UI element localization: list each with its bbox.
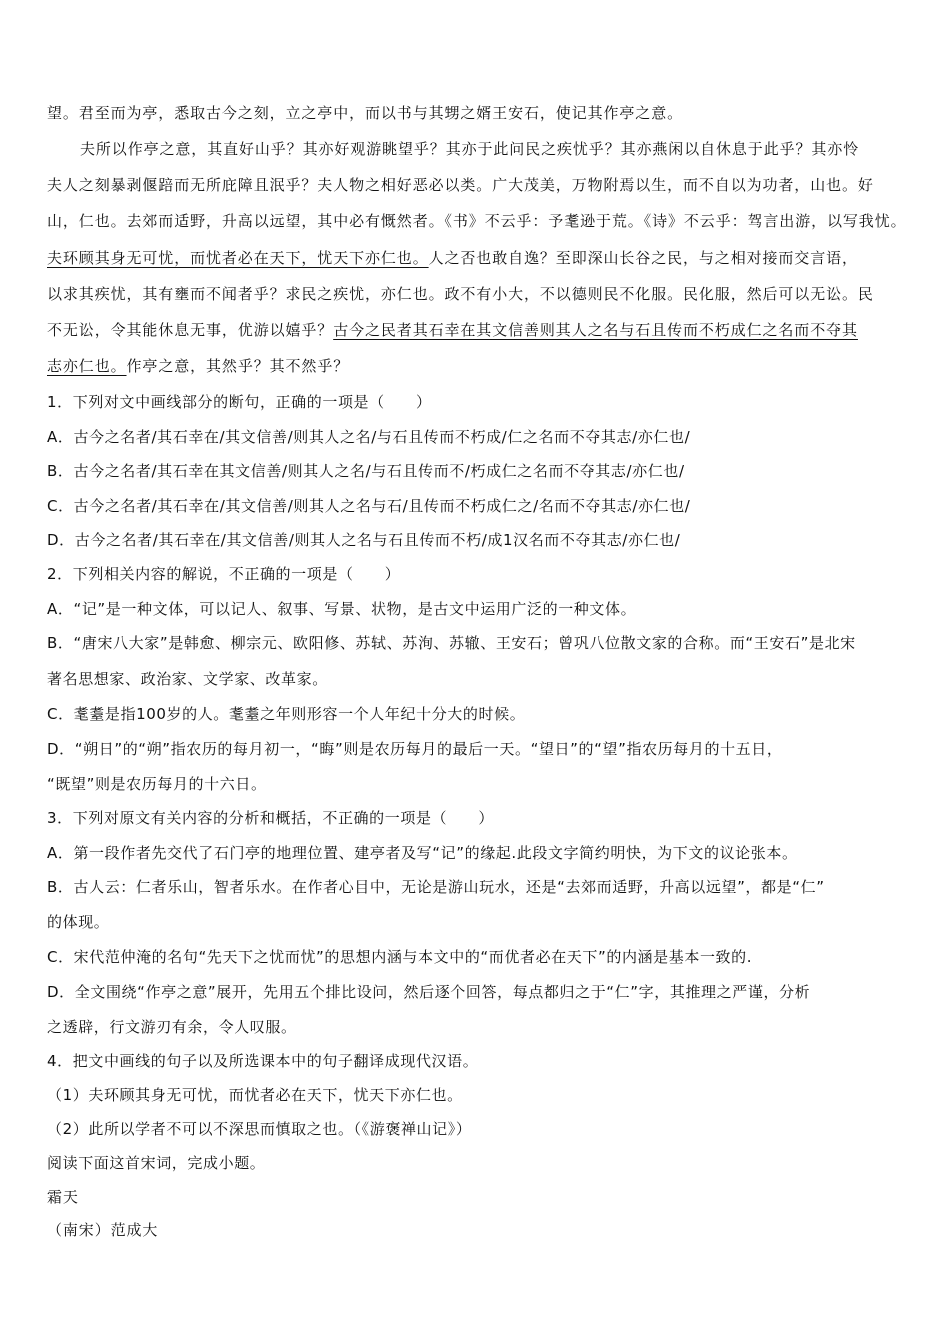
- passage-text: 人之否也敢自逸？至即深山长谷之民，与之相对接而交言语，: [428, 249, 858, 267]
- passage-line: [47, 356, 349, 376]
- poem-intro: 阅读下面这首宋词，完成小题。: [47, 1154, 266, 1172]
- question-2-option-d-cont: “既望”则是农历每月的十六日。: [47, 775, 267, 793]
- passage-line: 望。君至而为亭，悉取古今之刻，立之亭中，而以书与其甥之婿王安石，使记其作亭之意。: [47, 104, 684, 122]
- question-4-sentence-1: （1）夫环顾其身无可忧，而忧者必在天下，忧天下亦仁也。: [47, 1086, 463, 1104]
- passage-line: 夫人之刻暴剥偃踣而无所庇障且泯乎？夫人物之相好恶必以类。广大茂美，万物附焉以生，而不自以为功者，山也。好: [47, 176, 874, 194]
- question-3-option-b: B．古人云：仁者乐山，智者乐水。在作者心目中，无论是游山玩水，还是“去郊而适野，升高以远望”，都是“仁”: [47, 878, 825, 896]
- passage-line: [47, 248, 858, 268]
- passage-text: 不无讼，令其能休息无事，优游以嬉乎？: [47, 321, 334, 339]
- question-3-option-d: D．全文围绕“作亭之意”展开，先用五个排比设问，然后逐个回答，每点都归之于“仁”字，其推理之严谨，分析: [47, 983, 811, 1001]
- question-2-option-d: D．“朔日”的“朔”指农历的每月初一，“晦”则是农历每月的最后一天。“望日”的“望”指农历每月的十五日，: [47, 740, 783, 758]
- question-4-sentence-2: （2）此所以学者不可以不深思而慎取之也。（《游褒禅山记》）: [47, 1120, 472, 1138]
- question-2-option-b-cont: 著名思想家、政治家、文学家、改革家。: [47, 670, 328, 688]
- question-1-option-a: A．古今之名者/其石幸在/其文信善/则其人之名/与石且传而不朽成/仁之名而不夺其志/亦仁也/: [47, 428, 691, 446]
- passage-text: 作亭之意，其然乎？其不然乎？: [126, 357, 350, 375]
- question-2-option-b: B．“唐宋八大家”是韩愈、柳宗元、欧阳修、苏轼、苏洵、苏辙、王安石；曾巩八位散文家的合称。而“王安石”是北宋: [47, 634, 856, 652]
- passage-line: 夫所以作亭之意，其直好山乎？其亦好观游眺望乎？其亦于此问民之疾忧乎？其亦燕闲以自休息于此乎？其亦怜: [80, 140, 860, 158]
- question-1-option-c: C．古今之名者/其石幸在/其文信善/则其人之名与石/且传而不朽成仁之/名而不夺其志/亦仁也/: [47, 497, 691, 515]
- question-3-option-a: A．第一段作者先交代了石门亭的地理位置、建亭者及写“记”的缘起.此段文字简约明快，为下文的议论张本。: [47, 844, 798, 862]
- passage-line: 山，仁也。去郊而适野，升高以远望，其中必有慨然者。《书》不云乎：予耄逊于荒。《诗》不云乎：驾言出游，以写我忧。: [47, 212, 907, 230]
- question-1-option-b: B．古今之名者/其石幸在其文信善/则其人之名/与石且传而不/朽成仁之名而不夺其志/亦仁也/: [47, 462, 685, 480]
- question-3-stem: 3．下列对原文有关内容的分析和概括，不正确的一项是（ ）: [47, 809, 494, 827]
- question-3-option-b-cont: 的体现。: [47, 913, 110, 931]
- passage-line: 以求其疾忧，其有壅而不闻者乎？求民之疾忧，亦仁也。政不有小大，不以德则民不化服。民化服，然后可以无讼。民: [47, 285, 874, 303]
- question-3-option-d-cont: 之透辟，行文游刃有余，令人叹服。: [47, 1018, 297, 1036]
- question-1-stem: 1．下列对文中画线部分的断句，正确的一项是（ ）: [47, 393, 432, 411]
- question-2-option-a: A．“记”是一种文体，可以记人、叙事、写景、状物，是古文中运用广泛的一种文体。: [47, 600, 637, 618]
- underlined-sentence: 夫环顾其身无可忧，而忧者必在天下，忧天下亦仁也。: [47, 249, 429, 267]
- underlined-sentence: 古今之民者其石幸在其文信善则其人之名与石且传而不朽成仁之名而不夺其: [333, 321, 858, 339]
- passage-line: [47, 320, 858, 340]
- question-1-option-d: D．古今之名者/其石幸在/其文信善/则其人之名与石且传而不朽/成1汉名而不夺其志/亦仁也/: [47, 531, 681, 549]
- question-2-stem: 2．下列相关内容的解说，不正确的一项是（ ）: [47, 565, 401, 583]
- question-4-stem: 4．把文中画线的句子以及所选课本中的句子翻译成现代汉语。: [47, 1052, 479, 1070]
- poem-title: 霜天: [47, 1188, 79, 1206]
- underlined-sentence: 志亦仁也。: [47, 357, 127, 375]
- question-2-option-c: C．耄耋是指100岁的人。耄耋之年则形容一个人年纪十分大的时候。: [47, 705, 526, 723]
- poem-author: （南宋）范成大: [47, 1221, 159, 1239]
- question-3-option-c: C．宋代范仲淹的名句“先天下之忧而忧”的思想内涵与本文中的“而优者必在天下”的内涵是基本一致的.: [47, 948, 753, 966]
